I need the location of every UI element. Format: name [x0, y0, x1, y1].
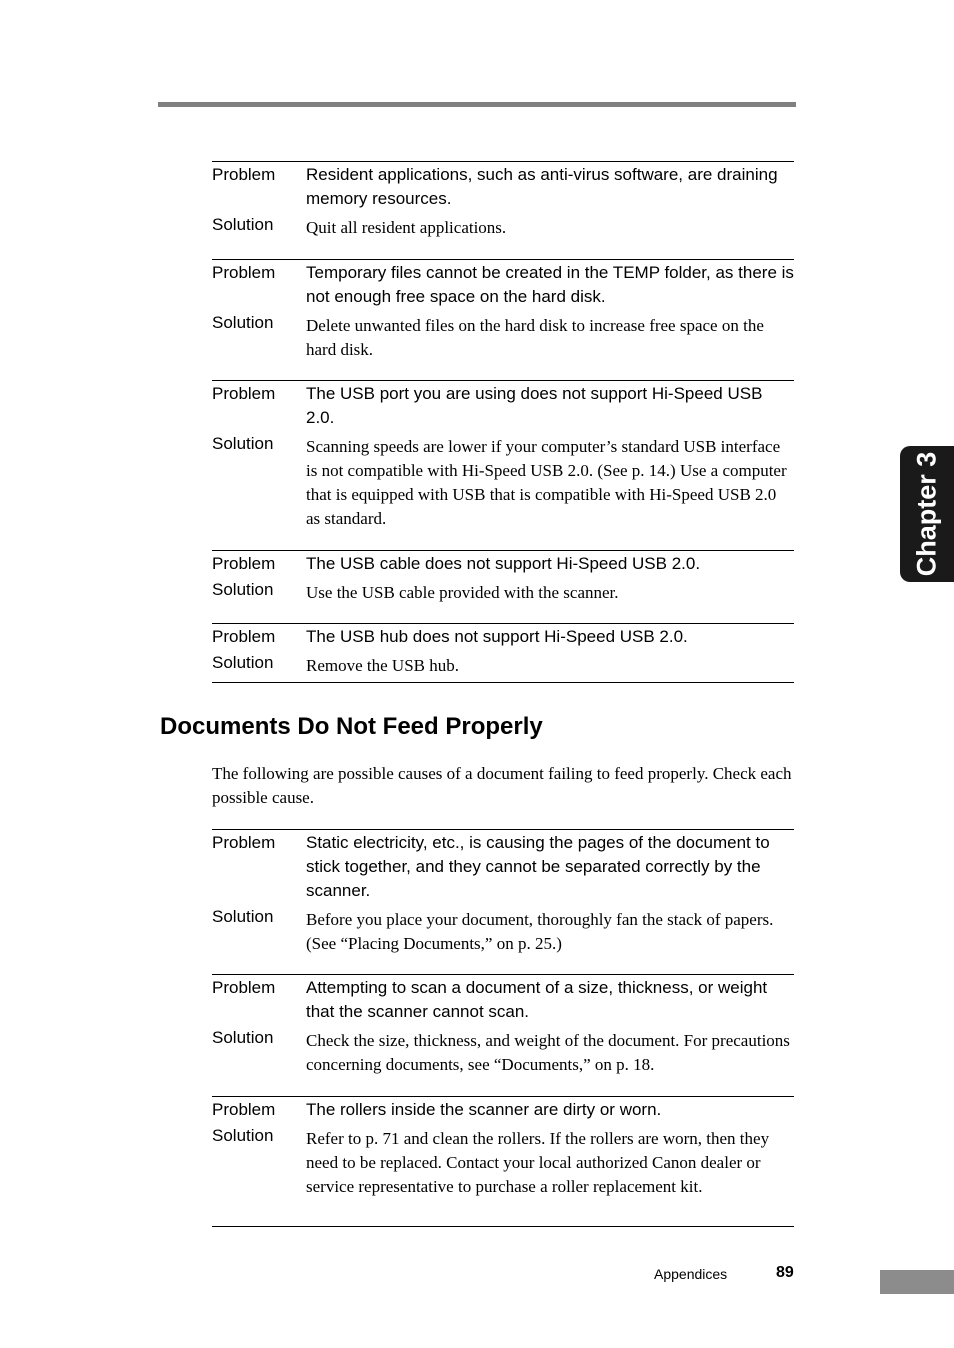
problem-label: Problem	[212, 978, 276, 997]
problem-label: Problem	[212, 833, 276, 852]
header-rule	[158, 102, 796, 107]
chapter-tab-label: Chapter 3	[911, 451, 942, 577]
table-bottom-rule	[212, 682, 794, 683]
problem-text: The rollers inside the scanner are dirty or worn.	[306, 1100, 662, 1119]
solution-text: Remove the USB hub.	[306, 656, 459, 675]
troubleshoot-entry	[212, 550, 794, 605]
corner-bar	[880, 1270, 954, 1294]
solution-label: Solution	[212, 1126, 274, 1145]
problem-text: The USB cable does not support Hi-Speed USB 2.0.	[306, 554, 701, 573]
troubleshoot-entry	[212, 259, 794, 362]
solution-label: Solution	[212, 434, 274, 453]
solution-label: Solution	[212, 653, 274, 672]
solution-label: Solution	[212, 1028, 274, 1047]
troubleshoot-entry	[212, 974, 794, 1077]
section-intro: The following are possible causes of a document failing to feed properly. Check each possible cause.	[212, 764, 792, 807]
troubleshoot-entry	[212, 829, 794, 956]
solution-text: Check the size, thickness, and weight of the document. For precautions concerning documents, see “Documents,” on p. 18.	[306, 1031, 790, 1074]
problem-text: Resident applications, such as anti-virus software, are draining memory resources.	[306, 165, 778, 208]
solution-text: Refer to p. 71 and clean the rollers. If the rollers are worn, then they need to be replaced. Contact your local authorized Canon dealer or service representative to purchase a roller replacement kit.	[306, 1129, 770, 1196]
troubleshoot-entry	[212, 161, 794, 240]
footer-section: Appendices	[654, 1266, 728, 1282]
problem-label: Problem	[212, 384, 276, 403]
problem-label: Problem	[212, 165, 276, 184]
problem-text: Static electricity, etc., is causing the pages of the document to stick together, and they cannot be separated correctly by the scanner.	[306, 833, 770, 900]
troubleshoot-entry	[212, 1096, 794, 1199]
chapter-tab[interactable]	[900, 446, 954, 582]
section-title: Documents Do Not Feed Properly	[160, 713, 543, 740]
solution-text: Before you place your document, thoroughly fan the stack of papers. (See “Placing Documents,” on p. 25.)	[306, 910, 774, 953]
page-number: 89	[776, 1264, 794, 1281]
solution-label: Solution	[212, 313, 274, 332]
problem-label: Problem	[212, 1100, 276, 1119]
solution-label: Solution	[212, 580, 274, 599]
troubleshoot-entry	[212, 623, 794, 678]
solution-text: Quit all resident applications.	[306, 218, 507, 237]
table-bottom-rule	[212, 1226, 794, 1227]
solution-label: Solution	[212, 215, 274, 234]
solution-text: Delete unwanted files on the hard disk to increase free space on the hard disk.	[306, 316, 764, 359]
problem-text: Attempting to scan a document of a size, thickness, or weight that the scanner cannot scan.	[306, 978, 768, 1021]
problem-label: Problem	[212, 263, 276, 282]
problem-text: The USB port you are using does not support Hi-Speed USB 2.0.	[306, 384, 763, 427]
problem-label: Problem	[212, 554, 276, 573]
solution-text: Scanning speeds are lower if your computer’s standard USB interface is not compatible with Hi-Speed USB 2.0. (See p. 14.) Use a computer that is equipped with USB that is compatible with Hi-Speed USB 2.0 as standard.	[306, 437, 787, 528]
troubleshoot-entry	[212, 380, 794, 531]
solution-label: Solution	[212, 907, 274, 926]
problem-label: Problem	[212, 627, 276, 646]
problem-text: The USB hub does not support Hi-Speed USB 2.0.	[306, 627, 688, 646]
solution-text: Use the USB cable provided with the scanner.	[306, 583, 619, 602]
problem-text: Temporary files cannot be created in the TEMP folder, as there is not enough free space on the hard disk.	[306, 263, 794, 306]
